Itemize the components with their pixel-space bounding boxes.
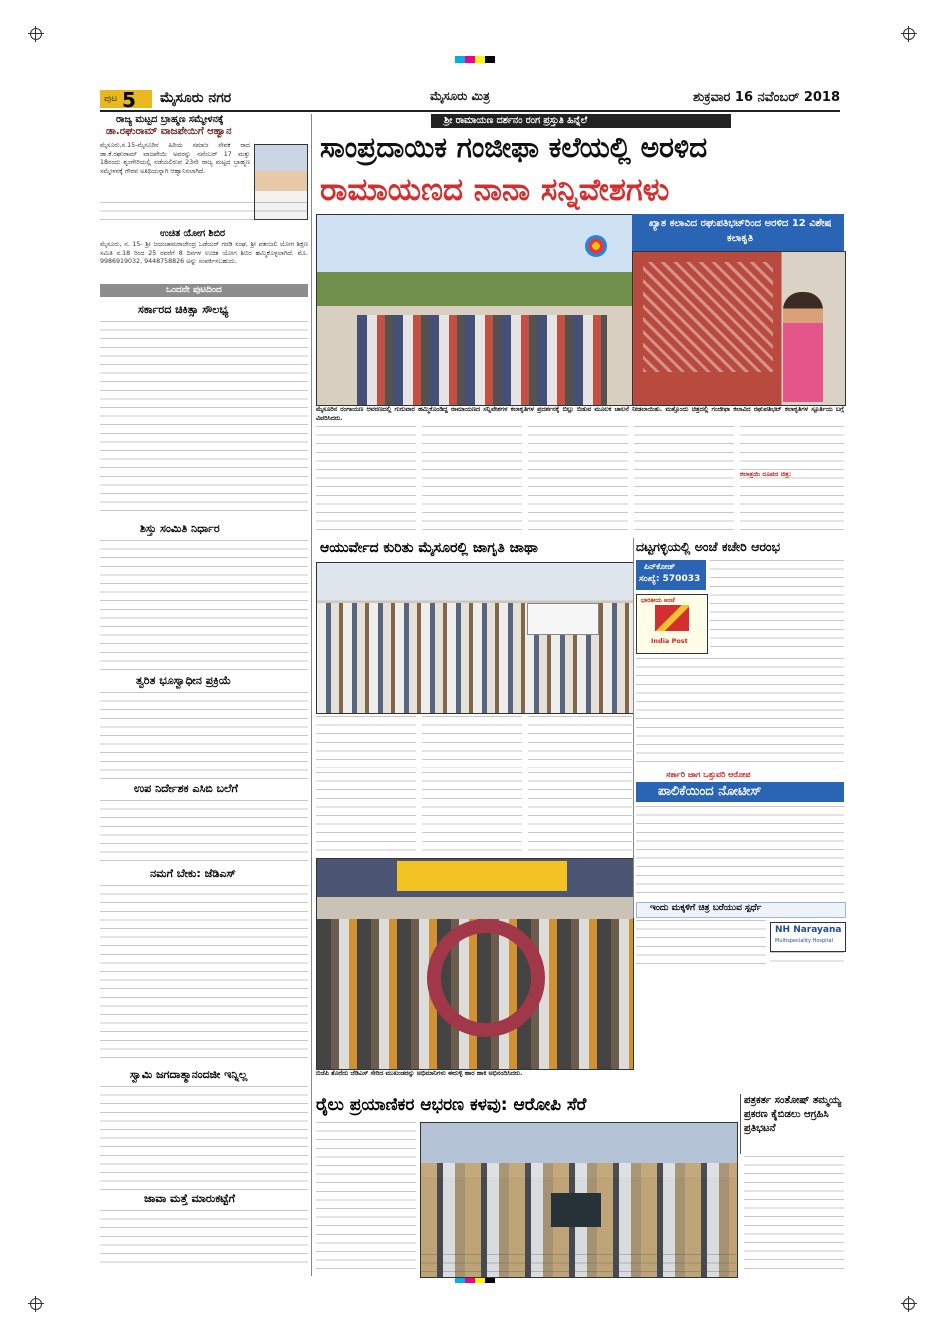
jds-caption: ಬಿಜೆಪಿ ತೊರೆದು ಜೆಡಿಎಸ್ ಸೇರಿದ ಮುಖಂಡರನ್ನು ಅಭಿಮಾನಿಗಳು ಈರುಳ್ಳಿ ಹಾರ ಹಾಕಿ ಅಭಿನಂದಿಸಿದರು. — [316, 1070, 523, 1077]
registration-mark — [30, 28, 42, 40]
post-logo-mark — [655, 605, 689, 631]
text-lines — [100, 540, 308, 670]
column-rule — [311, 114, 312, 1276]
kiosk-label: ಒಂದನೇ ಪುಟದಿಂದ — [166, 285, 222, 295]
text-lines — [636, 806, 844, 898]
text-lines — [316, 716, 416, 768]
story-title: ಉಪ ನಿರ್ದೇಶಕ ಎಸಿಬಿ ಬಲೆಗೆ — [134, 782, 238, 795]
issue-date: ಶುಕ್ರವಾರ 16 ನವೆಂಬರ್ 2018 — [692, 90, 840, 105]
jewellery-board — [551, 1193, 601, 1227]
text-lines — [422, 772, 522, 856]
text-lines — [100, 885, 308, 1065]
text-lines — [316, 426, 416, 530]
crowd-shape — [357, 315, 607, 405]
hospital-logo-sub: Multispeciality Hospital — [775, 938, 833, 944]
left-column — [100, 114, 308, 1276]
page-header — [100, 88, 840, 112]
ayurveda-title: ಆಯುರ್ವೇದ ಕುರಿತು ಮೈಸೂರಲ್ಲಿ ಜಾಗೃತಿ ಜಾಥಾ — [320, 540, 538, 556]
onion-garland-photo — [316, 858, 634, 1070]
rail-story — [316, 1094, 736, 1274]
column-rule — [633, 538, 634, 918]
photo-caption: ಮೈಸೂರಿನ ರಂಗಾಯಣ ಆವರಣದಲ್ಲಿ ಗುರುವಾರ ಹಮ್ಮಿಕೊಂಡಿದ್ದ ರಾಮಾಯಣದ ಸನ್ನಿವೇಶಗಳ ಕಲಾಕೃತಿಗಳ ಪ್ರದರ್ಶನಕ್ಕೆ ಬಿಲ್ಲು ಬಿಡುವ ಮೂಲಕ ಚಾಲನೆ ನೀಡಲಾಯಿತು. ಮತ್ತೊಂದು ಚಿತ್ರದಲ್ಲಿ ಗಂಜೀಫಾ ಕಲಾವಿದ ರಘುಪತಿಭಟ್ ಕಲಾಕೃತಿಗಳ ಸ್ಪೂರ್ತಿಯ ಬಗ್ಗೆ ವಿವರಿಸಿದರು. — [316, 406, 844, 422]
text-lines — [744, 1156, 844, 1274]
story-title: ಶಿಸ್ತು ಸಂಮಿತಿ ನಿರ್ಧಾರ — [140, 522, 220, 535]
text-lines — [100, 1086, 308, 1190]
drawing-story — [636, 902, 844, 970]
page-number: 5 — [122, 88, 136, 112]
text-lines — [100, 692, 308, 780]
hospital-logo — [770, 922, 846, 952]
santhosh-title: ಪತ್ರಕರ್ತ ಸಂತೋಷ್ ತಮ್ಮಯ್ಯ ಪ್ರಕರಣ ಕೈಬಿಡಲು ಆಗ್ರಹಿಸಿ ಪ್ರತಿಭಟನೆ — [744, 1095, 842, 1134]
pincode-label: ಪಿನ್‌ಕೋಡ್ — [644, 562, 676, 571]
story-title: ಸ್ವಾಮಿ ಜಗದಾತ್ಮಾನಂದಜೀ ಇನ್ನಿಲ್ಲ — [130, 1068, 248, 1081]
drawing-title: ಇಂದು ಮಕ್ಕಳಿಗೆ ಚಿತ್ರ ಬರೆಯುವ ಸ್ಪರ್ಧೆ — [650, 903, 762, 913]
newspaper-name: ಮೈಸೂರು ಮಿತ್ರ — [430, 89, 490, 103]
notice-title: ಪಾಲಿಕೆಯಿಂದ ನೋಟೀಸ್ — [658, 784, 762, 799]
yellow-banner — [397, 861, 567, 891]
story-body: ಮೈಸೂರು, ನ. 15- ಶ್ರೀ ಜಯಚಾಮರಾಜೇಂದ್ರ ಒಡೆಯರ್ ಗರಡಿ ಸಂಘ, ಶ್ರೀ ಪತಂಜಲಿ ಯೋಗ ಶಿಕ್ಷಣ ಸಮಿತಿ ನ.18 ರಿಂದ 25 ರವರೆಗೆ 8 ದಿನಗಳ ಉಚಿತ ಯೋಗ ಶಿಬಿರ ಹಮ್ಮಿಕೊಳ್ಳಲಾಗಿದೆ. ಮೊ. 9986919032, 9448758826 ಅನ್ನು ಸಂಪರ್ಕಿಸಬಹುದು. — [100, 241, 308, 266]
text-lines — [100, 202, 308, 228]
text-lines — [528, 716, 632, 768]
text-lines — [740, 426, 844, 530]
woman-figure — [783, 292, 823, 402]
text-lines — [636, 658, 844, 762]
text-lines — [710, 560, 844, 654]
text-lines — [422, 426, 522, 530]
story-title: ಸರ್ಕಾರದ ಚಿಕಿತ್ಸಾ ಸೌಲಭ್ಯ — [138, 303, 229, 316]
text-lines — [420, 1254, 736, 1278]
main-kicker: ಶ್ರೀ ರಾಮಾಯಣ ದರ್ಶನಂ ರಂಗ ಪ್ರಸ್ತುತಿ ಹಿನ್ನೆಲೆ — [444, 115, 588, 126]
story-title: ಜಾವಾ ಮತ್ತೆ ಮಾರುಕಟ್ಟೆಗೆ — [144, 1192, 235, 1205]
painting-photo — [632, 251, 846, 406]
text-lines — [422, 716, 522, 768]
main-headline-line2: ರಾಮಾಯಣದ ನಾನಾ ಸನ್ನಿವೇಶಗಳು — [320, 172, 670, 208]
story-title: ತ್ವರಿತ ಭೂಸ್ವಾಧೀನ ಪ್ರಕ್ರಿಯೆ — [136, 674, 232, 687]
banner — [527, 603, 599, 635]
story-subtitle: ಡಾ.ರಘುರಾಮ್ ವಾಜಪೇಯಿಗೆ ಆಹ್ವಾನ — [106, 126, 232, 137]
text-lines — [634, 426, 734, 530]
onion-garland — [427, 919, 545, 1037]
target-board — [585, 235, 607, 257]
story-title: ರಾಜ್ಯ ಮಟ್ಟದ ಬ್ರಾಹ್ಮಣ ಸಮ್ಮೇಳನಕ್ಕೆ — [116, 114, 224, 125]
india-post-logo — [636, 594, 708, 654]
text-lines — [528, 772, 632, 856]
post-story — [636, 538, 844, 766]
text-lines — [528, 426, 628, 530]
santhosh-story — [740, 1094, 844, 1276]
notice-kicker: ಸರ್ಕಾರಿ ಜಾಗ ಒತ್ತುವರಿ ಆರೋಪ — [666, 770, 751, 779]
post-title: ದಟ್ಟಗಳ್ಳಿಯಲ್ಲಿ ಅಂಚೆ ಕಚೇರಿ ಆರಂಭ — [636, 539, 781, 554]
story-title: ನಮಗೆ ಬೇಕು: ಜೆಡಿಎಸ್ — [150, 867, 236, 880]
registration-mark — [903, 28, 915, 40]
story-body: ಮೈಸೂರು,ನ.15-ಮೈಸೂರಿನ ಹಿರಿಯ ಸಮಾಜ ಸೇವಕ ರಾದ ಡಾ.ಕೆ.ರಘುರಾಮ್ ವಾಜಪೇಯಿ ಅವರನ್ನು ನವೆಂಬರ್ 17 ಮತ್ತು 18ರಂದು ಶೃಂಗೇರಿಯಲ್ಲಿ ನಡೆಯಲಿರುವ 23ನೇ ರಾಜ್ಯ ಮಟ್ಟದ ಬ್ರಾಹ್ಮಣ ಸಮ್ಮೇಳನಕ್ಕೆ ಗೌರವ ಅತಿಥಿಯನ್ನಾಗಿ ಆಹ್ವಾನಿಸಲಾಗಿದೆ. — [100, 142, 250, 175]
ayurveda-story — [316, 538, 632, 768]
page-number-box — [100, 88, 152, 112]
page-prefix: ಪುಟ — [104, 94, 118, 104]
inset-title: ಖ್ಯಾತ ಕಲಾವಿದ ರಘುಪತಿಭಟ್‌ರಿಂದ ಅರಳಿದ 12 ವಿಶೇಷ ಕಲಾಕೃತಿ — [648, 218, 832, 244]
text-lines — [636, 920, 766, 968]
main-story — [316, 114, 844, 534]
text-lines — [100, 800, 308, 864]
ayurveda-photo — [316, 562, 634, 714]
subhead: ಕಲಾತ್ರಯಿ ರೂಪದ ಚಿತ್ರ: — [740, 470, 792, 478]
color-bar — [455, 56, 495, 63]
archery-photo — [316, 214, 634, 406]
text-lines — [770, 952, 844, 968]
notice-story — [636, 770, 844, 900]
text-lines — [100, 321, 308, 517]
pincode-number: ಸಂಖ್ಯೆ: 570033 — [639, 574, 701, 584]
hospital-logo-main: NH Narayana — [775, 925, 842, 935]
text-lines — [316, 1122, 416, 1272]
post-logo-text: ಭಾರತೀಯ ಅಂಚೆ — [641, 597, 675, 604]
rail-title: ರೈಲು ಪ್ರಯಾಣಿಕರ ಆಭರಣ ಕಳವು: ಆರೋಪಿ ಸೆರೆ — [316, 1095, 587, 1115]
main-headline-line1: ಸಾಂಪ್ರದಾಯಿಕ ಗಂಜೀಫಾ ಕಲೆಯಲ್ಲಿ ಅರಳಿದ — [320, 131, 708, 164]
text-lines — [316, 772, 416, 856]
post-logo-sub: India Post — [651, 637, 688, 645]
registration-mark — [30, 1298, 42, 1310]
registration-mark — [903, 1298, 915, 1310]
story-title: ಉಚಿತ ಯೋಗ ಶಿಬಿರ — [160, 228, 226, 239]
section-title: ಮೈಸೂರು ನಗರ — [160, 90, 232, 106]
painting-pattern — [643, 262, 773, 372]
text-lines — [100, 1210, 308, 1270]
